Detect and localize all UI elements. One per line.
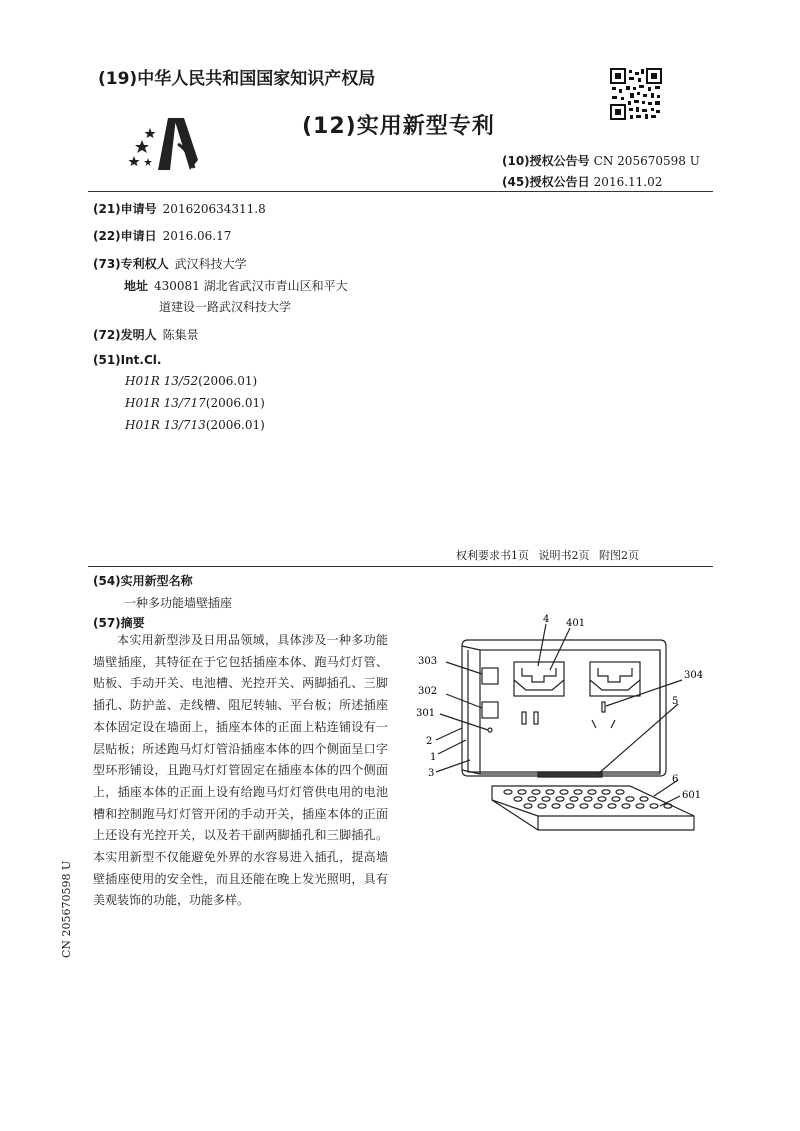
pub-date-label: (45)授权公告日 [502, 175, 590, 189]
figure-label: 3 [428, 768, 435, 779]
patentee [93, 255, 247, 272]
filing-date [93, 227, 231, 244]
side-document-id: CN 205670598 U [60, 860, 73, 958]
patentee-value: 武汉科技大学 [174, 257, 247, 271]
application-number [93, 200, 266, 217]
figure-label: 302 [418, 686, 438, 697]
figure-label: 1 [430, 752, 437, 763]
title-section-label [93, 572, 193, 589]
figure-label: 6 [672, 774, 679, 785]
patent-type: (12)实用新型专利 [302, 114, 495, 139]
ipc-date: (2006.01) [198, 374, 258, 388]
inventor-value: 陈集景 [162, 328, 199, 342]
abstract-label: (57)摘要 [93, 616, 145, 630]
address-cont [159, 298, 291, 315]
abstract-text [93, 630, 388, 912]
qr-code-icon [610, 68, 662, 120]
title-label: (54)实用新型名称 [93, 574, 193, 588]
inventor-label: (72)发明人 [93, 328, 157, 342]
filing-date-value: 2016.06.17 [162, 229, 232, 243]
pub-date-row [502, 173, 662, 190]
ipc-date: (2006.01) [205, 418, 265, 432]
cnipa-logo [128, 110, 218, 172]
ipc-code: H01R 13/717 [125, 396, 206, 410]
ipc-label: (51)Int.Cl. [93, 353, 162, 367]
address-line2: 道建设一路武汉科技大学 [159, 300, 292, 314]
utility-model-title: 一种多功能墙壁插座 [124, 596, 233, 610]
address-label: 地址 [124, 279, 149, 293]
abstract-paragraph: 本实用新型涉及日用品领域，具体涉及一种多功能墙壁插座，其特征在于它包括插座本体、跑马灯灯管、贴板、手动开关、电池槽、光控开关、两脚插孔、三脚插孔、防护盖、走线槽、阻尼转轴、平台板；所述插座本体固定设在墙面上，插座本体的正面上粘连铺设有一层贴板；所述跑马灯灯管沿插座本体的四个侧面呈口字型环形铺设，且跑马灯灯管固定在插座本体的四个侧面上，插座本体的正面上设有给跑马灯灯管供电用的电池槽和控制跑马灯灯管开闭的手动开关，插座本体的正面上还设有光控开关，以及若干副两脚插孔和三脚插孔。本实用新型不仅能避免外界的水容易进入插孔，提高墙壁插座使用的安全性，而且还能在晚上发光照明，具有美观装饰的功能，功能多样。 [93, 633, 388, 908]
figure-label: 2 [426, 736, 433, 747]
ipc-header [93, 353, 161, 367]
ipc-item [125, 396, 265, 410]
pub-number-row [502, 152, 700, 169]
pub-number: CN 205670598 U [593, 154, 700, 168]
office-name: (19)中华人民共和国国家知识产权局 [98, 69, 376, 89]
address-line1: 430081 湖北省武汉市青山区和平大 [154, 279, 348, 293]
ipc-item [125, 374, 257, 388]
header-divider [88, 191, 713, 192]
address [124, 277, 348, 294]
figure-label: 303 [418, 656, 438, 667]
patentee-label: (73)专利权人 [93, 257, 169, 271]
pages-summary: 权利要求书1页 说明书2页 附图2页 [456, 549, 639, 562]
section-divider [88, 566, 713, 567]
inventor [93, 326, 199, 343]
ipc-code: H01R 13/713 [125, 418, 206, 432]
figure-label: 5 [672, 696, 679, 707]
figure-label: 304 [684, 670, 704, 681]
patent-drawing [410, 610, 710, 860]
app-no-value: 201620634311.8 [162, 202, 266, 216]
ipc-item [125, 418, 265, 432]
filing-date-label: (22)申请日 [93, 229, 157, 243]
ipc-date: (2006.01) [205, 396, 265, 410]
figure-label: 401 [566, 618, 586, 629]
pub-date: 2016.11.02 [593, 175, 663, 189]
figure-label: 301 [416, 708, 436, 719]
app-no-label: (21)申请号 [93, 202, 157, 216]
ipc-code: H01R 13/52 [125, 374, 199, 388]
figure-label: 4 [543, 614, 550, 625]
figure-label: 601 [682, 790, 702, 801]
pub-number-label: (10)授权公告号 [502, 154, 590, 168]
abstract-label-row [93, 614, 145, 631]
